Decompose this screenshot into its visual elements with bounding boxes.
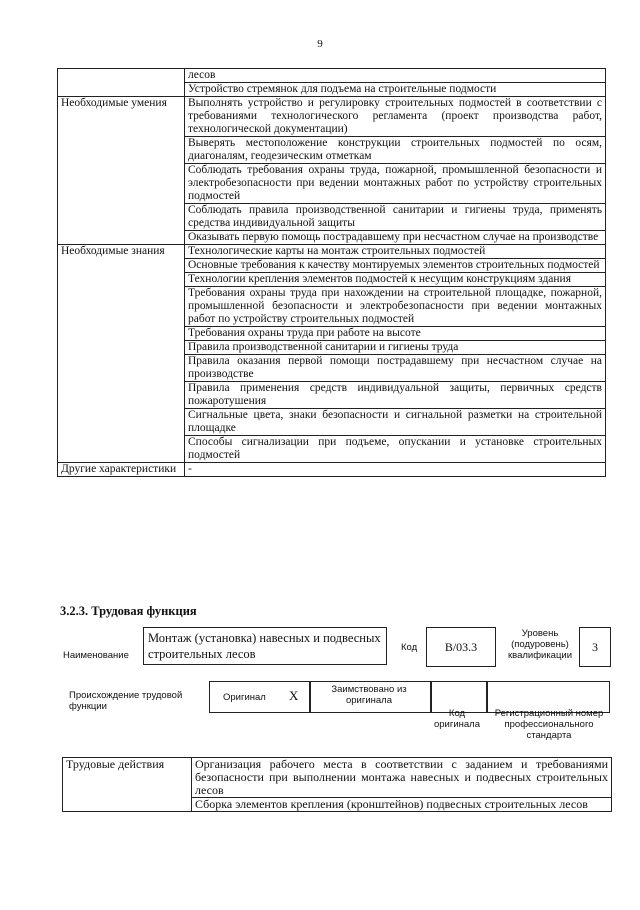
level-label: Уровень (подуровень) квалификации bbox=[507, 628, 573, 661]
row-item: Соблюдать правила производственной санитарии и гигиены труда, применять средства индивидуальной защиты bbox=[185, 204, 606, 231]
row-item: Требования охраны труда при нахождении на строительной площадке, пожарной, промышленной безопасности и электробезопасности при ведении монтажных работ по устройству строительных подмостей bbox=[185, 287, 606, 327]
row-item: Устройство стремянок для подъема на строительные подмости bbox=[185, 83, 606, 97]
code-value: B/03.3 bbox=[426, 627, 496, 667]
row-item: Сборка элементов крепления (кронштейнов) подвесных строительных лесов bbox=[192, 798, 612, 812]
row-header bbox=[58, 69, 185, 97]
origin-label: Происхождение трудовой функции bbox=[69, 690, 183, 712]
row-item: Выверять местоположение конструкции строительных подмостей по осям, диагоналям, геодезическим отметкам bbox=[185, 137, 606, 164]
row-header: Трудовые действия bbox=[63, 758, 192, 812]
orig-code-label: Код оригинала bbox=[433, 708, 480, 730]
row-item: Способы сигнализации при подъеме, опускании и установке строительных подмостей bbox=[185, 436, 606, 463]
table-row bbox=[58, 463, 606, 477]
row-item: Требования охраны труда при работе на высоте bbox=[185, 327, 606, 341]
row-item: Правила оказания первой помощи пострадавшему при несчастном случае на производстве bbox=[185, 355, 606, 382]
page-number: 9 bbox=[317, 38, 323, 50]
function-name-value: Монтаж (установка) навесных и подвесных строительных лесов bbox=[143, 627, 387, 665]
row-item: Выполнять устройство и регулировку строительных подмостей в соответствии с требованиями технологического регламента (проект производства работ, технологической документации) bbox=[185, 97, 606, 137]
table-row bbox=[63, 758, 612, 798]
table-row bbox=[58, 97, 606, 137]
row-header: Необходимые умения bbox=[58, 97, 185, 245]
row-item: Соблюдать требования охраны труда, пожарной, промышленной безопасности и электробезопасности при ведении монтажных работ по устройству строительных подмостей bbox=[185, 164, 606, 204]
table-row bbox=[58, 245, 606, 259]
row-item: - bbox=[185, 463, 606, 477]
table-row bbox=[58, 69, 606, 83]
requirements-table bbox=[57, 68, 606, 477]
row-item: Оказывать первую помощь пострадавшему при несчастном случае на производстве bbox=[185, 231, 606, 245]
original-mark: X bbox=[289, 688, 299, 703]
code-label: Код bbox=[401, 642, 418, 653]
row-item: Сигнальные цвета, знаки безопасности и сигнальной разметки на строительной площадке bbox=[185, 409, 606, 436]
borrowed-label: Заимствовано из оригинала bbox=[331, 684, 407, 706]
row-item: лесов bbox=[185, 69, 606, 83]
row-item: Правила производственной санитарии и гигиены труда bbox=[185, 341, 606, 355]
row-item: Правила применения средств индивидуальной защиты, первичных средств пожаротушения bbox=[185, 382, 606, 409]
row-item: Основные требования к качеству монтируемых элементов строительных подмостей bbox=[185, 259, 606, 273]
section-title: 3.2.3. Трудовая функция bbox=[60, 604, 197, 618]
row-item: Технологии крепления элементов подмостей к несущим конструкциям здания bbox=[185, 273, 606, 287]
level-value: 3 bbox=[579, 627, 611, 667]
row-item: Технологические карты на монтаж строительных подмостей bbox=[185, 245, 606, 259]
original-label: Оригинал bbox=[223, 692, 266, 703]
labor-actions-table bbox=[62, 757, 612, 812]
name-label: Наименование bbox=[63, 650, 129, 661]
row-header: Необходимые знания bbox=[58, 245, 185, 463]
row-header: Другие характеристики bbox=[58, 463, 185, 477]
reg-number-label: Регистрационный номер профессионального стандарта bbox=[494, 708, 604, 741]
row-item: Организация рабочего места в соответствии с заданием и требованиями безопасности при выполнении монтажа навесных и подвесных строительных лесов bbox=[192, 758, 612, 798]
